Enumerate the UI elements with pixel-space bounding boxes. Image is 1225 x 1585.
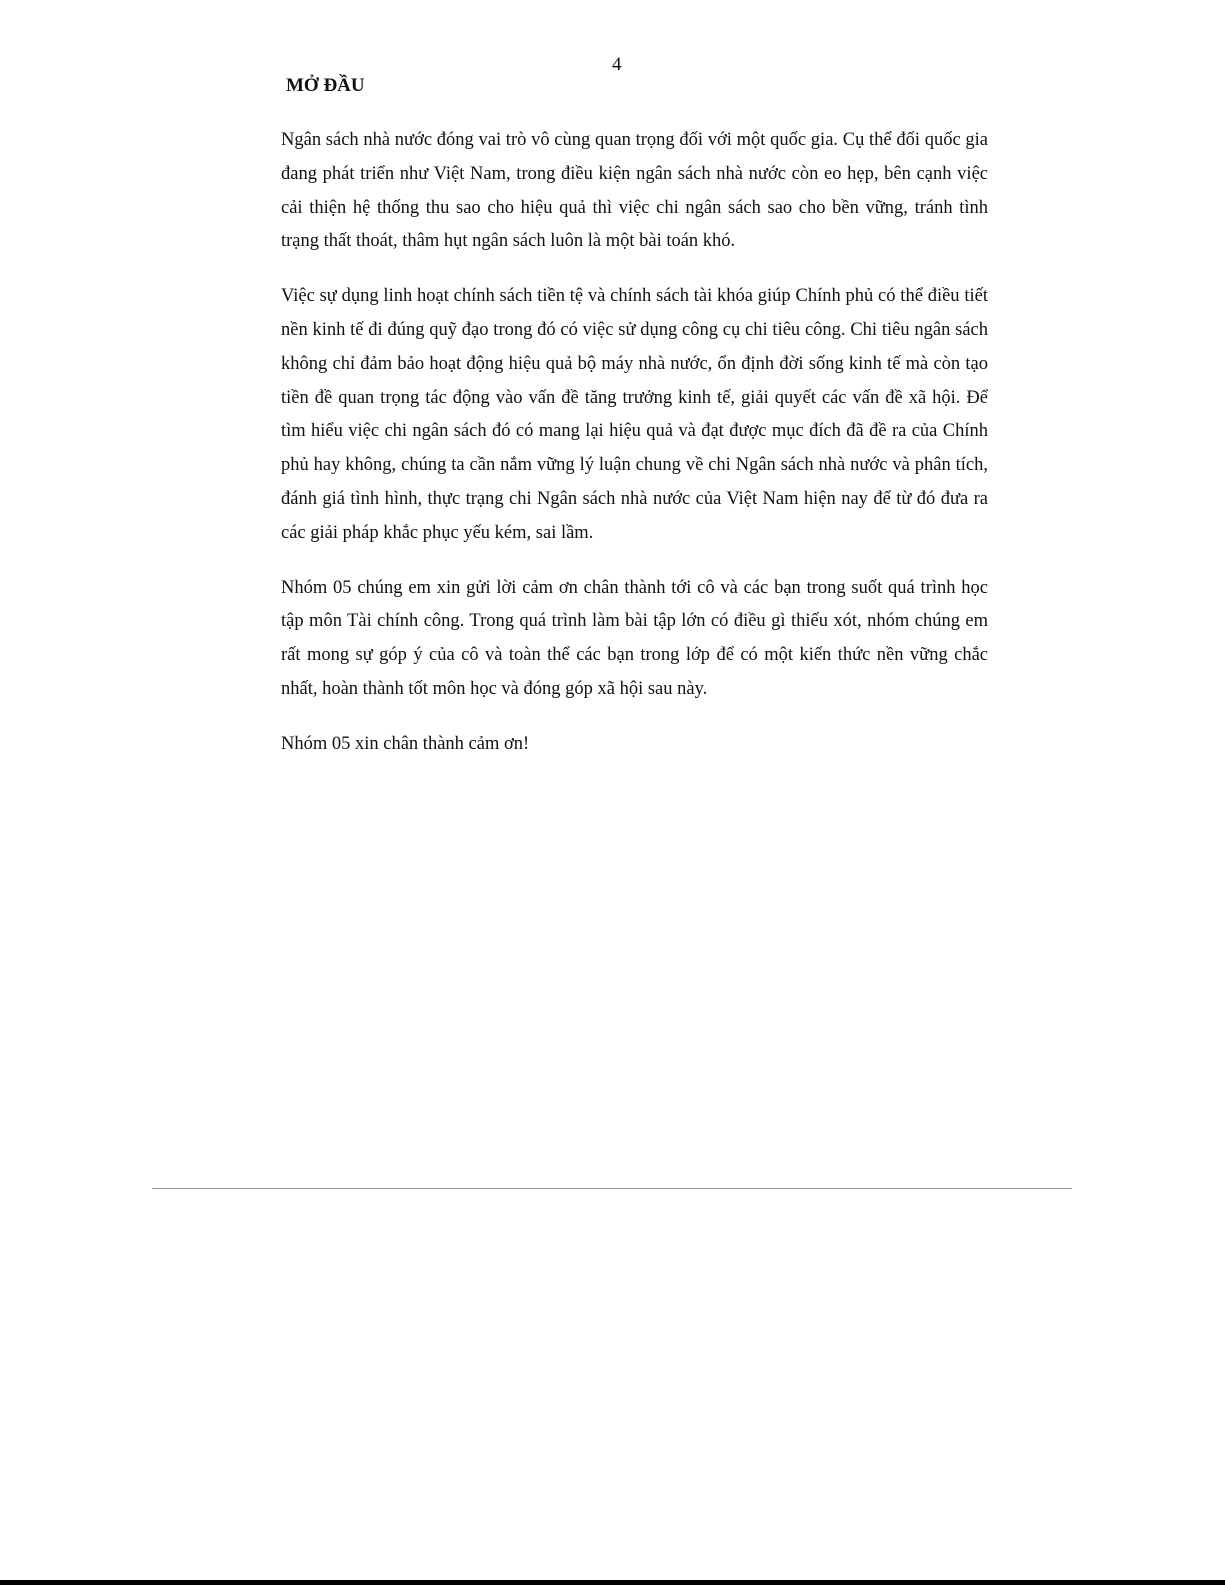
bottom-edge-bar <box>0 1580 1225 1585</box>
paragraph-closing: Nhóm 05 xin chân thành cảm ơn! <box>281 733 530 754</box>
paragraph-policy: Việc sự dụng linh hoạt chính sách tiền tệ và chính sách tài khóa giúp Chính phủ có thể điều tiết nền kinh tế đi đúng quỹ đạo trong đó có việc sử dụng công cụ chi tiêu công. Chi tiêu ngân sách không chỉ đảm bảo hoạt động hiệu quả bộ máy nhà nước, ổn định đời sống kinh tế mà còn tạo tiền đề quan trọng tác động vào vấn đề tăng trưởng kinh tế, giải quyết các vấn đề xã hội. Để tìm hiểu việc chi ngân sách đó có mang lại hiệu quả và đạt được mục đích đã đề ra của Chính phủ hay không, chúng ta cần nắm vững lý luận chung về chi Ngân sách nhà nước và phân tích, đánh giá tình hình, thực trạng chi Ngân sách nhà nước của Việt Nam hiện nay để từ đó đưa ra các giải pháp khắc phục yếu kém, sai lầm. <box>281 286 988 543</box>
body-text <box>281 124 988 783</box>
page-break-divider <box>152 1188 1072 1189</box>
section-heading: MỞ ĐẦU <box>286 75 365 96</box>
page-number: 4 <box>612 54 622 75</box>
paragraph-intro: Ngân sách nhà nước đóng vai trò vô cùng quan trọng đối với một quốc gia. Cụ thể đối quốc gia đang phát triển như Việt Nam, trong điều kiện ngân sách nhà nước còn eo hẹp, bên cạnh việc cải thiện hệ thống thu sao cho hiệu quả thì việc chi ngân sách sao cho bền vững, tránh tình trạng thất thoát, thâm hụt ngân sách luôn là một bài toán khó. <box>281 130 988 252</box>
paragraph-thanks: Nhóm 05 chúng em xin gửi lời cảm ơn chân thành tới cô và các bạn trong suốt quá trình học tập môn Tài chính công. Trong quá trình làm bài tập lớn có điều gì thiếu xót, nhóm chúng em rất mong sự góp ý của cô và toàn thể các bạn trong lớp để có một kiến thức nền vững chắc nhất, hoàn thành tốt môn học và đóng góp xã hội sau này. <box>281 577 988 699</box>
